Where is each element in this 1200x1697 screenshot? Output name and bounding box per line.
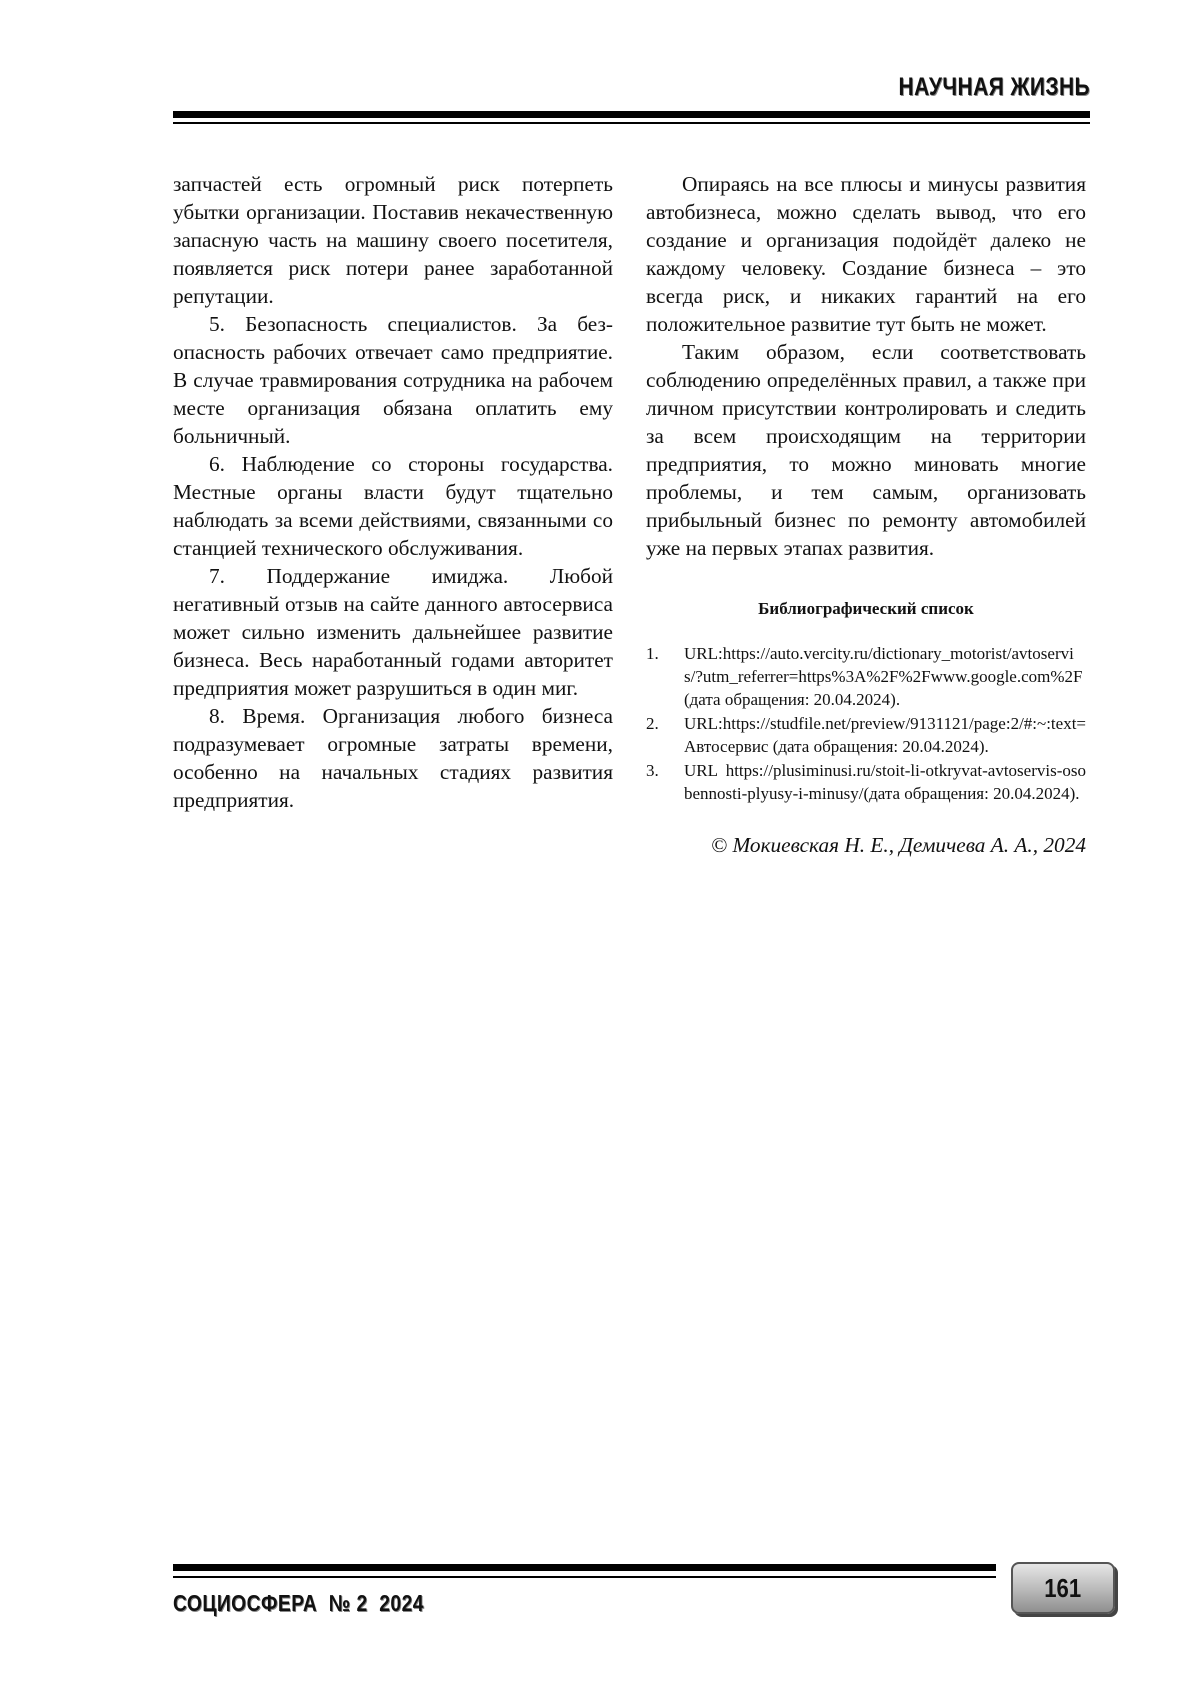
list-paragraph-8: 8. Время. Организация любого бизне­са подразумевает огромные затраты вре­мени, особенно на начальных стадиях развития предприятия. xyxy=(173,702,613,814)
bibliography-item-number: 3. xyxy=(646,759,659,782)
list-paragraph-6: 6. Наблюдение со стороны государ­ства. Местные органы власти будут тща­тельно наблюдать за всеми действиями, связанными со станцией технического об­служивания. xyxy=(173,450,613,562)
body-paragraph: Таким образом, если соответствовать соблюдению определённых правил, а также при личном присутствии контроли­ровать и следить за всем происходящим на территории предприятия, то можно миновать многие проблемы, и тем самым, организовать прибыльный бизнес по ре­монту автомобилей уже на первых этапах развития. xyxy=(646,338,1086,562)
footer-rule-thick xyxy=(173,1564,996,1571)
page-number-badge xyxy=(1011,1562,1115,1614)
page-number: 161 xyxy=(1045,1573,1082,1604)
copyright-line: © Мокиевская Н. Е., Демичева А. А., 2024 xyxy=(646,831,1086,859)
bibliography-heading: Библиографический список xyxy=(646,598,1086,620)
list-paragraph-5: 5. Безопасность специалистов. За без­опасность рабочих отвечает само пред­приятие. В случае травмирования сотруд­ника на рабочем месте организация обяза­на оплатить ему больничный. xyxy=(173,310,613,450)
header-rule-thick xyxy=(173,111,1090,118)
body-paragraph: запчастей есть огромный риск потерпеть убытки организации. Поставив некаче­ственную запасную часть на машину сво­его посетителя, появляется риск потери ранее заработанной репутации. xyxy=(173,170,613,310)
bibliography-item-number: 1. xyxy=(646,642,659,665)
running-header-title: НАУЧНАЯ ЖИЗНЬ xyxy=(898,73,1090,102)
left-column xyxy=(173,170,613,814)
bibliography-list xyxy=(646,642,1086,805)
bibliography-item-text: URL https://plusiminusi.ru/stoit-li-otkryvat-avtoservis-osobennosti-plyusy-i-minusy/(дата обращения: 20.04.2024). xyxy=(684,761,1086,803)
footer-journal-title: СОЦИОСФЕРА № 2 2024 xyxy=(173,1590,424,1617)
bibliography-item-text: URL:https://studfile.net/preview/9131121/page:2/#:~:text=Автосервис (дата обращения: 20.04.2024). xyxy=(684,714,1086,756)
bibliography-item xyxy=(646,642,1086,711)
bibliography-item xyxy=(646,759,1086,805)
bibliography-item xyxy=(646,712,1086,758)
bibliography-item-text: URL:https://auto.vercity.ru/dictionary_motorist/avtoservis/?utm_referrer=https%3A%2F%2Fwww.google.com%2F (дата обращения: 20.04.2024). xyxy=(684,644,1082,709)
right-column xyxy=(646,170,1086,859)
header-rule-thin xyxy=(173,122,1090,124)
list-paragraph-7: 7. Поддержание имиджа. Любой негативный отзыв на сайте данного авто­сервиса может сильно изменить дальней­шее развитие бизнеса. Весь наработанный годами авторитет предприятия может раз­рушиться в один миг. xyxy=(173,562,613,702)
bibliography-item-number: 2. xyxy=(646,712,659,735)
footer-rule-thin xyxy=(173,1576,996,1578)
body-paragraph: Опираясь на все плюсы и минусы раз­вития автобизнеса, можно сделать вывод, что его создание и организация подойдёт далеко не каждому человеку. Создание бизнеса – это всегда риск, и никаких га­рантий на его положительное развитие тут быть не может. xyxy=(646,170,1086,338)
